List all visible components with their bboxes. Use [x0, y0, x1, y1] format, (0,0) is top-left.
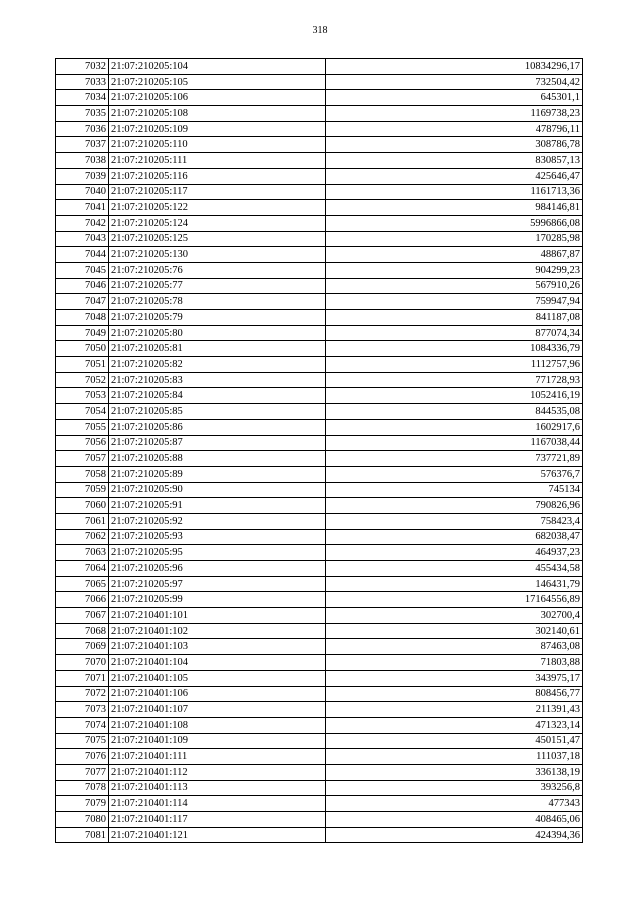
table-row: [56, 733, 583, 749]
table-row: [56, 482, 583, 498]
table-row: [56, 106, 583, 122]
cadastral-number-cell: 21:07:210401:109: [109, 733, 326, 749]
cadastral-number-cell: 21:07:210401:108: [109, 717, 326, 733]
table-row: [56, 247, 583, 263]
value-cell: 111037,18: [326, 749, 583, 765]
cadastral-number-cell: 21:07:210205:125: [109, 231, 326, 247]
table-row: [56, 372, 583, 388]
table-row: [56, 749, 583, 765]
value-cell: 455434,58: [326, 561, 583, 577]
value-cell: 10834296,17: [326, 59, 583, 75]
cadastral-number-cell: 21:07:210205:106: [109, 90, 326, 106]
row-number-cell: 7056: [56, 435, 109, 451]
table-row: [56, 90, 583, 106]
value-cell: 343975,17: [326, 670, 583, 686]
value-cell: 5996866,08: [326, 215, 583, 231]
cadastral-number-cell: 21:07:210205:105: [109, 74, 326, 90]
value-cell: 1169738,23: [326, 106, 583, 122]
cadastral-number-cell: 21:07:210205:84: [109, 388, 326, 404]
row-number-cell: 7038: [56, 153, 109, 169]
row-number-cell: 7033: [56, 74, 109, 90]
row-number-cell: 7064: [56, 561, 109, 577]
row-number-cell: 7071: [56, 670, 109, 686]
value-cell: 477343: [326, 796, 583, 812]
cadastral-number-cell: 21:07:210401:113: [109, 780, 326, 796]
row-number-cell: 7076: [56, 749, 109, 765]
table-row: [56, 764, 583, 780]
table-row: [56, 513, 583, 529]
row-number-cell: 7044: [56, 247, 109, 263]
row-number-cell: 7034: [56, 90, 109, 106]
table-row: [56, 827, 583, 843]
row-number-cell: 7068: [56, 623, 109, 639]
row-number-cell: 7046: [56, 278, 109, 294]
row-number-cell: 7079: [56, 796, 109, 812]
value-cell: 424394,36: [326, 827, 583, 843]
cadastral-number-cell: 21:07:210401:106: [109, 686, 326, 702]
row-number-cell: 7045: [56, 262, 109, 278]
cadastral-number-cell: 21:07:210401:111: [109, 749, 326, 765]
cadastral-number-cell: 21:07:210205:92: [109, 513, 326, 529]
table-row: [56, 184, 583, 200]
table-row: [56, 435, 583, 451]
row-number-cell: 7067: [56, 608, 109, 624]
table-row: [56, 357, 583, 373]
table-row: [56, 639, 583, 655]
value-cell: 478796,11: [326, 121, 583, 137]
row-number-cell: 7049: [56, 325, 109, 341]
row-number-cell: 7058: [56, 466, 109, 482]
value-cell: 308786,78: [326, 137, 583, 153]
cadastral-number-cell: 21:07:210401:114: [109, 796, 326, 812]
cadastral-number-cell: 21:07:210205:95: [109, 545, 326, 561]
value-cell: 71803,88: [326, 655, 583, 671]
cadastral-number-cell: 21:07:210205:85: [109, 404, 326, 420]
table-row: [56, 168, 583, 184]
table-row: [56, 529, 583, 545]
row-number-cell: 7035: [56, 106, 109, 122]
table-row: [56, 419, 583, 435]
value-cell: 808456,77: [326, 686, 583, 702]
table-row: [56, 576, 583, 592]
cadastral-number-cell: 21:07:210205:108: [109, 106, 326, 122]
cadastral-number-cell: 21:07:210205:87: [109, 435, 326, 451]
cadastral-number-cell: 21:07:210205:116: [109, 168, 326, 184]
cadastral-number-cell: 21:07:210401:112: [109, 764, 326, 780]
cadastral-number-cell: 21:07:210205:86: [109, 419, 326, 435]
value-cell: 576376,7: [326, 466, 583, 482]
table-row: [56, 215, 583, 231]
cadastral-number-cell: 21:07:210205:90: [109, 482, 326, 498]
row-number-cell: 7050: [56, 341, 109, 357]
row-number-cell: 7047: [56, 294, 109, 310]
value-cell: 302140,61: [326, 623, 583, 639]
table-row: [56, 717, 583, 733]
row-number-cell: 7040: [56, 184, 109, 200]
table-row: [56, 670, 583, 686]
row-number-cell: 7070: [56, 655, 109, 671]
cadastral-number-cell: 21:07:210205:89: [109, 466, 326, 482]
value-cell: 302700,4: [326, 608, 583, 624]
value-cell: 771728,93: [326, 372, 583, 388]
cadastral-value-table: [55, 58, 583, 843]
value-cell: 450151,47: [326, 733, 583, 749]
row-number-cell: 7052: [56, 372, 109, 388]
cadastral-number-cell: 21:07:210205:104: [109, 59, 326, 75]
value-cell: 567910,26: [326, 278, 583, 294]
value-cell: 17164556,89: [326, 592, 583, 608]
row-number-cell: 7048: [56, 310, 109, 326]
cadastral-number-cell: 21:07:210205:124: [109, 215, 326, 231]
cadastral-number-cell: 21:07:210205:83: [109, 372, 326, 388]
cadastral-number-cell: 21:07:210205:122: [109, 200, 326, 216]
value-cell: 464937,23: [326, 545, 583, 561]
value-cell: 758423,4: [326, 513, 583, 529]
value-cell: 732504,42: [326, 74, 583, 90]
table-row: [56, 608, 583, 624]
table-row: [56, 294, 583, 310]
value-cell: 645301,1: [326, 90, 583, 106]
cadastral-number-cell: 21:07:210205:109: [109, 121, 326, 137]
value-cell: 737721,89: [326, 451, 583, 467]
table-row: [56, 702, 583, 718]
cadastral-number-cell: 21:07:210205:99: [109, 592, 326, 608]
value-cell: 170285,98: [326, 231, 583, 247]
table-row: [56, 655, 583, 671]
table-row: [56, 262, 583, 278]
table-row: [56, 545, 583, 561]
value-cell: 745134: [326, 482, 583, 498]
row-number-cell: 7039: [56, 168, 109, 184]
table-row: [56, 231, 583, 247]
table-row: [56, 153, 583, 169]
row-number-cell: 7043: [56, 231, 109, 247]
cadastral-number-cell: 21:07:210205:81: [109, 341, 326, 357]
cadastral-number-cell: 21:07:210205:111: [109, 153, 326, 169]
value-cell: 336138,19: [326, 764, 583, 780]
row-number-cell: 7080: [56, 812, 109, 828]
row-number-cell: 7061: [56, 513, 109, 529]
row-number-cell: 7069: [56, 639, 109, 655]
table-row: [56, 341, 583, 357]
cadastral-number-cell: 21:07:210401:101: [109, 608, 326, 624]
table-row: [56, 388, 583, 404]
row-number-cell: 7060: [56, 498, 109, 514]
cadastral-number-cell: 21:07:210205:91: [109, 498, 326, 514]
cadastral-number-cell: 21:07:210401:102: [109, 623, 326, 639]
table-row: [56, 592, 583, 608]
row-number-cell: 7036: [56, 121, 109, 137]
value-cell: 790826,96: [326, 498, 583, 514]
cadastral-number-cell: 21:07:210205:96: [109, 561, 326, 577]
cadastral-number-cell: 21:07:210205:110: [109, 137, 326, 153]
table-row: [56, 200, 583, 216]
row-number-cell: 7053: [56, 388, 109, 404]
table-row: [56, 686, 583, 702]
row-number-cell: 7072: [56, 686, 109, 702]
value-cell: 1602917,6: [326, 419, 583, 435]
value-cell: 393256,8: [326, 780, 583, 796]
table-body: [56, 59, 583, 843]
value-cell: 984146,81: [326, 200, 583, 216]
row-number-cell: 7066: [56, 592, 109, 608]
cadastral-number-cell: 21:07:210401:121: [109, 827, 326, 843]
value-cell: 471323,14: [326, 717, 583, 733]
cadastral-number-cell: 21:07:210205:117: [109, 184, 326, 200]
row-number-cell: 7077: [56, 764, 109, 780]
table-row: [56, 498, 583, 514]
cadastral-number-cell: 21:07:210205:88: [109, 451, 326, 467]
table-row: [56, 404, 583, 420]
cadastral-number-cell: 21:07:210205:130: [109, 247, 326, 263]
row-number-cell: 7062: [56, 529, 109, 545]
row-number-cell: 7059: [56, 482, 109, 498]
row-number-cell: 7063: [56, 545, 109, 561]
value-cell: 1161713,36: [326, 184, 583, 200]
value-cell: 1112757,96: [326, 357, 583, 373]
value-cell: 1167038,44: [326, 435, 583, 451]
cadastral-number-cell: 21:07:210205:97: [109, 576, 326, 592]
value-cell: 904299,23: [326, 262, 583, 278]
cadastral-number-cell: 21:07:210205:76: [109, 262, 326, 278]
cadastral-number-cell: 21:07:210205:79: [109, 310, 326, 326]
row-number-cell: 7078: [56, 780, 109, 796]
value-cell: 408465,06: [326, 812, 583, 828]
row-number-cell: 7075: [56, 733, 109, 749]
row-number-cell: 7042: [56, 215, 109, 231]
row-number-cell: 7057: [56, 451, 109, 467]
table-row: [56, 325, 583, 341]
row-number-cell: 7054: [56, 404, 109, 420]
value-cell: 425646,47: [326, 168, 583, 184]
table-row: [56, 310, 583, 326]
row-number-cell: 7065: [56, 576, 109, 592]
value-cell: 759947,94: [326, 294, 583, 310]
row-number-cell: 7051: [56, 357, 109, 373]
table-row: [56, 796, 583, 812]
value-cell: 844535,08: [326, 404, 583, 420]
table-row: [56, 121, 583, 137]
table-row: [56, 561, 583, 577]
value-cell: 682038,47: [326, 529, 583, 545]
table-row: [56, 278, 583, 294]
value-cell: 146431,79: [326, 576, 583, 592]
cadastral-number-cell: 21:07:210401:107: [109, 702, 326, 718]
cadastral-number-cell: 21:07:210401:105: [109, 670, 326, 686]
value-cell: 1052416,19: [326, 388, 583, 404]
cadastral-number-cell: 21:07:210205:77: [109, 278, 326, 294]
table-row: [56, 137, 583, 153]
page-number: 318: [312, 25, 328, 36]
cadastral-number-cell: 21:07:210205:93: [109, 529, 326, 545]
table-row: [56, 623, 583, 639]
value-cell: 48867,87: [326, 247, 583, 263]
row-number-cell: 7073: [56, 702, 109, 718]
cadastral-number-cell: 21:07:210205:78: [109, 294, 326, 310]
table-row: [56, 59, 583, 75]
value-cell: 841187,08: [326, 310, 583, 326]
row-number-cell: 7037: [56, 137, 109, 153]
table-row: [56, 466, 583, 482]
table-row: [56, 812, 583, 828]
row-number-cell: 7074: [56, 717, 109, 733]
row-number-cell: 7081: [56, 827, 109, 843]
row-number-cell: 7055: [56, 419, 109, 435]
cadastral-number-cell: 21:07:210205:82: [109, 357, 326, 373]
value-cell: 830857,13: [326, 153, 583, 169]
table-row: [56, 780, 583, 796]
value-cell: 87463,08: [326, 639, 583, 655]
table-row: [56, 74, 583, 90]
cadastral-number-cell: 21:07:210401:104: [109, 655, 326, 671]
cadastral-number-cell: 21:07:210401:103: [109, 639, 326, 655]
row-number-cell: 7041: [56, 200, 109, 216]
cadastral-number-cell: 21:07:210205:80: [109, 325, 326, 341]
value-cell: 1084336,79: [326, 341, 583, 357]
row-number-cell: 7032: [56, 59, 109, 75]
value-cell: 877074,34: [326, 325, 583, 341]
value-cell: 211391,43: [326, 702, 583, 718]
cadastral-number-cell: 21:07:210401:117: [109, 812, 326, 828]
table-row: [56, 451, 583, 467]
